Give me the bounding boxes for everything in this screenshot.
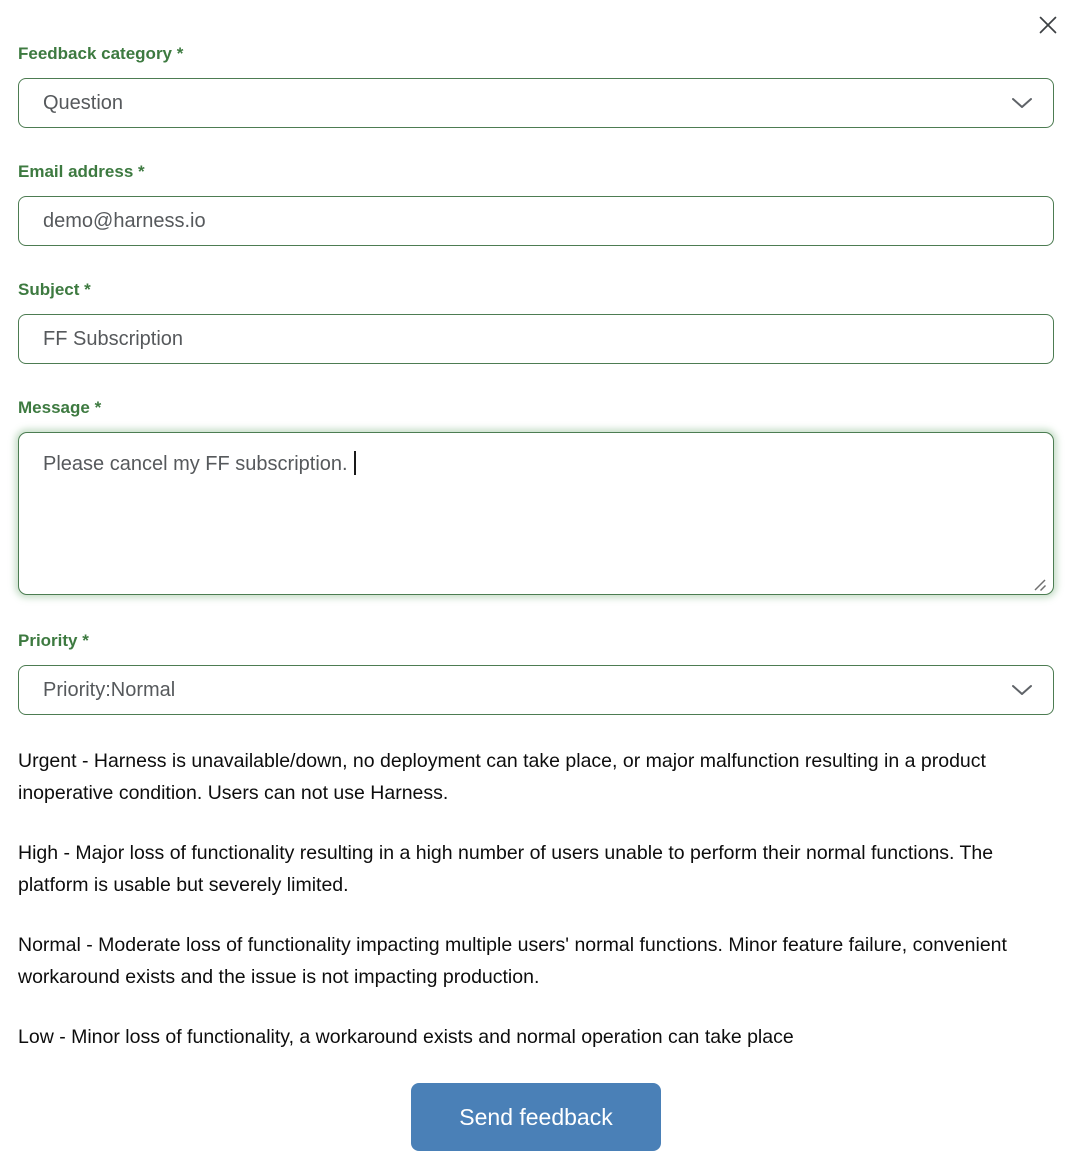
close-button[interactable] bbox=[1035, 12, 1061, 38]
feedback-category-select[interactable] bbox=[18, 78, 1054, 128]
message-label bbox=[18, 398, 1054, 417]
field-message bbox=[18, 398, 1054, 595]
selected-value: Question bbox=[43, 91, 124, 114]
message-text: Please cancel my FF subscription. bbox=[43, 453, 348, 475]
email-field[interactable] bbox=[18, 196, 1054, 246]
label-text: Priority bbox=[18, 631, 78, 650]
message-textarea[interactable] bbox=[18, 432, 1054, 595]
field-email bbox=[18, 162, 1054, 246]
priority-description-normal: Normal - Moderate loss of functionality impacting multiple users' normal functions. Minor feature failure, convenient workaround exists and the issue is not impacting production. bbox=[18, 934, 1007, 988]
chevron-down-icon bbox=[1011, 97, 1033, 109]
priority-descriptions bbox=[18, 745, 1054, 1053]
selected-value: Priority:Normal bbox=[43, 678, 176, 701]
send-feedback-button[interactable]: Send feedback bbox=[411, 1083, 661, 1151]
field-subject bbox=[18, 280, 1054, 364]
field-priority bbox=[18, 631, 1054, 715]
label-text: Feedback category bbox=[18, 44, 173, 63]
text-caret bbox=[354, 451, 356, 475]
resize-handle-icon[interactable] bbox=[1032, 573, 1048, 589]
label-text: Subject bbox=[18, 280, 80, 299]
chevron-down-icon bbox=[1011, 684, 1033, 696]
required-marker: * bbox=[82, 631, 89, 650]
priority-select[interactable] bbox=[18, 665, 1054, 715]
required-marker: * bbox=[176, 44, 184, 63]
priority-description-urgent: Urgent - Harness is unavailable/down, no deployment can take place, or major malfunction resulting in a product inoperative condition. Users can not use Harness. bbox=[18, 750, 986, 804]
required-marker: * bbox=[84, 280, 91, 299]
email-label bbox=[18, 162, 1054, 181]
label-text: Email address bbox=[18, 162, 134, 181]
subject-field[interactable] bbox=[18, 314, 1054, 364]
label-text: Message bbox=[18, 398, 90, 417]
feedback-category-label bbox=[18, 44, 1054, 63]
priority-description-high: High - Major loss of functionality resulting in a high number of users unable to perform their normal functions. The platform is usable but severely limited. bbox=[18, 842, 994, 896]
required-marker: * bbox=[94, 398, 102, 417]
subject-label bbox=[18, 280, 1054, 299]
required-marker: * bbox=[138, 162, 145, 181]
close-icon bbox=[1038, 15, 1058, 35]
priority-description-low: Low - Minor loss of functionality, a workaround exists and normal operation can take place bbox=[18, 1026, 794, 1048]
priority-label bbox=[18, 631, 1054, 650]
field-feedback-category bbox=[18, 44, 1054, 128]
button-row bbox=[18, 1083, 1054, 1151]
